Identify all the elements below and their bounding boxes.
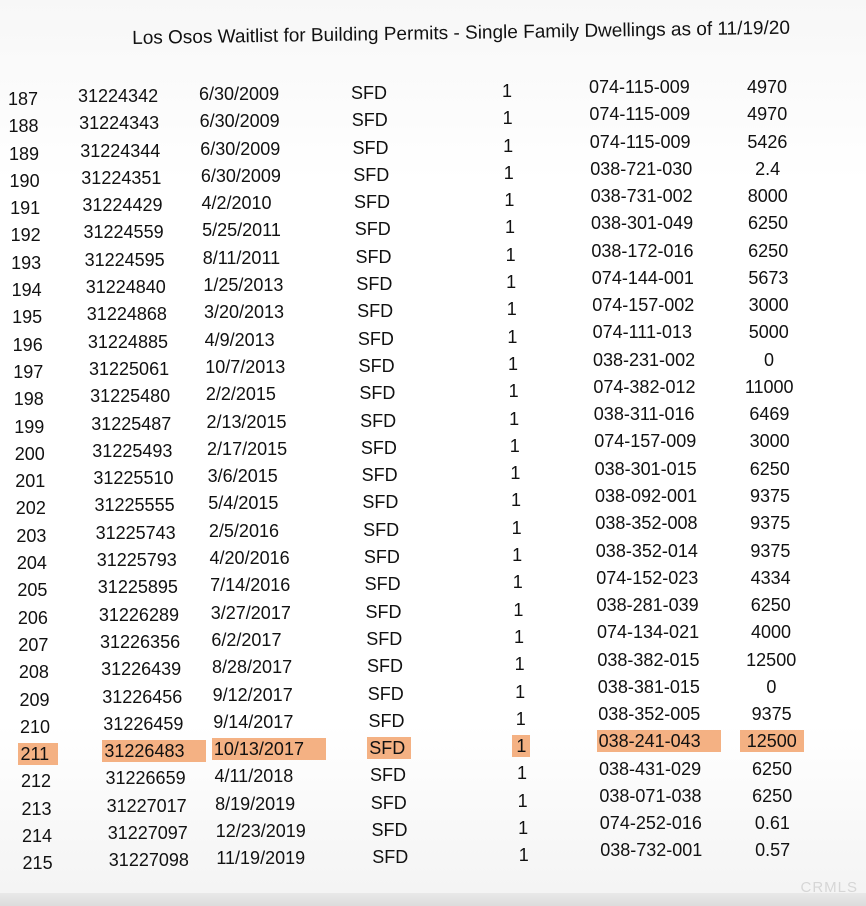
row-number: 205 <box>17 580 48 601</box>
permit-date: 5/4/2015 <box>208 493 279 514</box>
lot-size: 3000 <box>748 295 789 316</box>
table-row <box>0 404 866 443</box>
permit-number: 31224885 <box>87 331 168 352</box>
permit-date: 8/11/2011 <box>202 247 281 268</box>
permit-number: 31224595 <box>84 249 165 270</box>
unit-count: 1 <box>502 108 513 129</box>
row-number: 189 <box>9 143 40 164</box>
permit-date: 6/30/2009 <box>200 165 281 186</box>
unit-count: 1 <box>513 626 524 647</box>
permit-number: 31225793 <box>96 550 177 571</box>
row-number: 187 <box>8 89 39 109</box>
permit-date: 4/11/2018 <box>214 766 294 787</box>
permit-number: 31224429 <box>82 195 163 216</box>
lot-size: 0.61 <box>754 813 790 834</box>
permit-date: 2/13/2015 <box>206 411 287 432</box>
unit-count: 1 <box>517 790 528 811</box>
permit-date: 11/19/2019 <box>216 848 306 869</box>
unit-count: 1 <box>512 735 530 757</box>
parcel-number: 038-732-001 <box>600 840 703 861</box>
permit-date: 2/17/2015 <box>207 438 288 459</box>
table-row <box>0 376 866 415</box>
lot-size: 2.4 <box>755 158 781 179</box>
lot-size: 4970 <box>746 77 788 97</box>
table-row <box>0 349 866 388</box>
parcel-number: 074-252-016 <box>599 813 702 834</box>
building-type: SFD <box>367 737 411 759</box>
unit-count: 1 <box>503 162 514 183</box>
unit-count: 1 <box>513 599 524 620</box>
permit-date: 2/2/2015 <box>205 384 276 405</box>
building-type: SFD <box>363 547 400 568</box>
row-number: 200 <box>14 443 45 464</box>
permit-number: 31225895 <box>97 577 178 598</box>
permit-number: 31226289 <box>98 604 179 625</box>
lot-size: 0 <box>766 676 777 697</box>
unit-count: 1 <box>504 217 515 238</box>
building-type: SFD <box>365 601 402 622</box>
parcel-number: 038-301-015 <box>594 458 697 479</box>
building-type: SFD <box>364 574 401 595</box>
lot-size: 5673 <box>748 267 789 288</box>
permit-number: 31226439 <box>101 659 182 680</box>
row-number: 194 <box>11 280 42 301</box>
parcel-number: 038-241-043 <box>597 730 721 752</box>
parcel-number: 038-352-014 <box>595 540 698 561</box>
building-type: SFD <box>371 820 408 841</box>
unit-count: 1 <box>507 353 518 374</box>
permit-number: 31224868 <box>86 304 167 325</box>
unit-count: 1 <box>504 190 515 211</box>
building-type: SFD <box>362 492 399 513</box>
permit-number: 31226356 <box>100 631 181 652</box>
row-number: 195 <box>12 307 43 328</box>
parcel-number: 038-172-016 <box>591 240 694 261</box>
parcel-number: 074-157-009 <box>594 431 697 452</box>
table-row <box>0 540 866 579</box>
row-number: 207 <box>18 634 49 655</box>
lot-size: 11000 <box>744 376 794 397</box>
unit-count: 1 <box>508 381 519 402</box>
parcel-number: 038-231-002 <box>593 349 696 370</box>
permit-number: 31226456 <box>102 686 183 707</box>
row-number: 196 <box>12 334 43 355</box>
row-number: 204 <box>16 553 47 574</box>
row-number: 212 <box>21 771 52 792</box>
permit-number: 31226659 <box>105 768 186 789</box>
building-type: SFD <box>357 328 394 349</box>
watermark: CRMLS <box>800 879 858 896</box>
building-type: SFD <box>372 847 409 868</box>
row-number: 214 <box>22 826 53 847</box>
parcel-number: 074-157-002 <box>592 295 695 316</box>
building-type: SFD <box>359 383 396 404</box>
parcel-number: 074-382-012 <box>593 376 696 397</box>
lot-size: 4334 <box>750 567 791 588</box>
permit-number: 31225510 <box>93 468 174 489</box>
parcel-number: 038-281-039 <box>596 595 699 616</box>
parcel-number: 038-382-015 <box>597 649 700 670</box>
row-number: 188 <box>8 116 39 137</box>
building-type: SFD <box>370 765 406 786</box>
permit-date: 9/12/2017 <box>212 684 293 705</box>
unit-count: 1 <box>507 326 518 347</box>
row-number: 198 <box>13 389 44 410</box>
building-type: SFD <box>368 710 405 731</box>
permit-date: 6/30/2009 <box>200 138 281 159</box>
row-number: 208 <box>18 662 49 683</box>
row-number: 192 <box>10 225 41 246</box>
building-type: SFD <box>355 246 392 267</box>
permit-number: 31224840 <box>85 277 166 298</box>
row-number: 190 <box>9 170 40 191</box>
table-row <box>0 595 866 634</box>
row-number: 209 <box>19 689 50 710</box>
unit-count: 1 <box>515 708 526 729</box>
permit-date: 1/25/2013 <box>203 275 284 296</box>
table-row <box>0 731 866 770</box>
permit-date: 10/13/2017 <box>212 738 326 760</box>
lot-size: 9375 <box>751 704 792 725</box>
parcel-number: 074-152-023 <box>596 567 699 588</box>
table-row <box>0 486 866 524</box>
table-row <box>0 431 866 470</box>
permit-number: 31227017 <box>106 795 187 816</box>
permit-date: 4/2/2010 <box>201 193 272 214</box>
building-type: SFD <box>360 437 397 458</box>
row-number: 210 <box>19 716 50 737</box>
permit-date: 2/5/2016 <box>208 520 279 541</box>
lot-size: 6250 <box>749 458 790 479</box>
row-number: 199 <box>14 416 45 437</box>
unit-count: 1 <box>501 81 512 101</box>
unit-count: 1 <box>509 408 520 429</box>
page-title: Los Osos Waitlist for Building Permits - Single Family Dwellings as of 11/19/20 <box>132 17 791 49</box>
table-row <box>0 813 866 852</box>
lot-size: 6250 <box>747 213 789 234</box>
permit-date: 8/28/2017 <box>212 657 293 678</box>
building-type: SFD <box>356 274 393 295</box>
parcel-number: 038-721-030 <box>590 158 693 179</box>
building-type: SFD <box>370 792 407 813</box>
lot-size: 9375 <box>750 513 791 534</box>
building-type: SFD <box>352 137 389 158</box>
table-row <box>0 622 866 661</box>
unit-count: 1 <box>518 845 529 866</box>
permit-date: 6/2/2017 <box>211 629 282 650</box>
building-type: SFD <box>366 656 403 677</box>
building-type: SFD <box>354 192 391 213</box>
building-type: SFD <box>363 519 400 540</box>
unit-count: 1 <box>506 299 517 320</box>
parcel-number: 038-311-016 <box>593 404 695 425</box>
permit-number: 31224343 <box>79 113 160 134</box>
table-row <box>0 785 866 825</box>
table-row <box>0 567 866 606</box>
parcel-number: 038-071-038 <box>599 785 702 806</box>
lot-size: 6250 <box>751 758 793 779</box>
lot-size: 3000 <box>749 431 790 452</box>
table-row <box>0 840 866 879</box>
unit-count: 1 <box>503 135 514 156</box>
table-row <box>0 704 866 743</box>
lot-size: 6250 <box>752 785 793 806</box>
lot-size: 9375 <box>749 486 791 507</box>
parcel-number: 074-144-001 <box>591 267 694 288</box>
permit-number: 31225061 <box>89 358 170 379</box>
permit-number: 31224351 <box>81 167 162 188</box>
permit-date: 12/23/2019 <box>215 821 306 842</box>
permit-date: 4/9/2013 <box>204 329 275 350</box>
building-type: SFD <box>366 628 403 649</box>
unit-count: 1 <box>510 463 521 484</box>
lot-size: 5426 <box>747 131 788 152</box>
row-number: 215 <box>22 853 53 874</box>
row-number: 206 <box>17 607 48 628</box>
permit-number: 31225480 <box>90 386 171 407</box>
unit-count: 1 <box>518 818 529 839</box>
unit-count: 1 <box>511 517 522 538</box>
parcel-number: 074-115-009 <box>589 77 690 97</box>
cut-off-row <box>0 893 866 906</box>
lot-size: 8000 <box>747 186 788 207</box>
unit-count: 1 <box>512 545 523 566</box>
lot-size: 6469 <box>749 404 790 425</box>
parcel-number: 038-092-001 <box>595 486 698 507</box>
permit-number: 31224559 <box>83 222 164 243</box>
table-row <box>0 458 866 497</box>
permit-date: 5/25/2011 <box>202 220 281 241</box>
permit-number: 31225487 <box>91 413 172 434</box>
row-number: 211 <box>18 743 58 765</box>
row-number: 191 <box>10 198 41 219</box>
parcel-number: 074-111-013 <box>592 322 693 343</box>
table-row <box>0 676 866 716</box>
row-number: 202 <box>15 498 46 519</box>
row-number: 203 <box>16 525 47 546</box>
unit-count: 1 <box>512 572 523 593</box>
permit-number: 31225743 <box>95 522 176 543</box>
permit-number: 31225493 <box>92 440 173 461</box>
building-type: SFD <box>351 83 387 103</box>
table-row <box>0 513 866 552</box>
permit-date: 10/7/2013 <box>205 356 286 377</box>
lot-size: 12500 <box>740 730 804 752</box>
building-type: SFD <box>360 410 397 431</box>
lot-size: 4970 <box>747 104 788 125</box>
lot-size: 6250 <box>750 595 791 616</box>
unit-count: 1 <box>516 763 527 784</box>
permit-number: 31227098 <box>108 850 189 871</box>
permit-date: 3/27/2017 <box>210 602 291 623</box>
row-number: 193 <box>11 252 42 273</box>
parcel-number: 038-431-029 <box>599 758 702 779</box>
parcel-number: 038-301-049 <box>591 213 694 234</box>
unit-count: 1 <box>515 681 526 702</box>
building-type: SFD <box>351 110 388 131</box>
permit-date: 7/14/2016 <box>210 575 291 596</box>
building-type: SFD <box>358 355 395 376</box>
lot-size: 4000 <box>750 622 792 643</box>
permit-number: 31224344 <box>80 140 161 161</box>
lot-size: 5000 <box>748 322 789 343</box>
row-number: 197 <box>13 361 44 382</box>
permit-date: 6/30/2009 <box>199 84 280 104</box>
parcel-number: 038-352-008 <box>595 513 698 534</box>
parcel-number: 038-731-002 <box>590 186 693 207</box>
building-type: SFD <box>357 301 394 322</box>
table-row <box>0 649 866 688</box>
permit-number: 31224342 <box>78 86 159 106</box>
permit-date: 3/6/2015 <box>207 466 278 487</box>
unit-count: 1 <box>514 654 525 675</box>
unit-count: 1 <box>510 490 521 511</box>
parcel-number: 038-381-015 <box>597 676 700 697</box>
permit-date: 4/20/2016 <box>209 548 290 569</box>
building-type: SFD <box>367 683 404 704</box>
lot-size: 12500 <box>746 649 797 670</box>
row-number: 213 <box>21 798 52 819</box>
parcel-number: 038-352-005 <box>598 704 701 725</box>
parcel-number: 074-134-021 <box>597 622 700 643</box>
parcel-number: 074-115-009 <box>589 104 691 125</box>
permit-date: 3/20/2013 <box>203 302 285 323</box>
row-number: 201 <box>15 471 46 492</box>
permit-date: 6/30/2009 <box>199 111 280 132</box>
permit-number: 31226459 <box>103 713 184 734</box>
permit-number: 31225555 <box>94 495 175 516</box>
lot-size: 0 <box>763 349 774 370</box>
building-type: SFD <box>354 219 391 240</box>
table-row <box>0 758 866 797</box>
unit-count: 1 <box>506 272 517 293</box>
unit-count: 1 <box>505 244 516 265</box>
lot-size: 6250 <box>748 240 789 261</box>
permit-date: 9/14/2017 <box>213 711 294 732</box>
building-type: SFD <box>353 164 390 185</box>
waitlist-table <box>0 77 866 880</box>
parcel-number: 074-115-009 <box>589 131 691 152</box>
permit-number: 31227097 <box>107 823 188 844</box>
permit-number: 31226483 <box>102 740 206 762</box>
unit-count: 1 <box>509 435 520 456</box>
lot-size: 9375 <box>750 540 791 561</box>
lot-size: 0.57 <box>755 840 791 861</box>
building-type: SFD <box>361 465 398 486</box>
permit-date: 8/19/2019 <box>215 793 296 814</box>
